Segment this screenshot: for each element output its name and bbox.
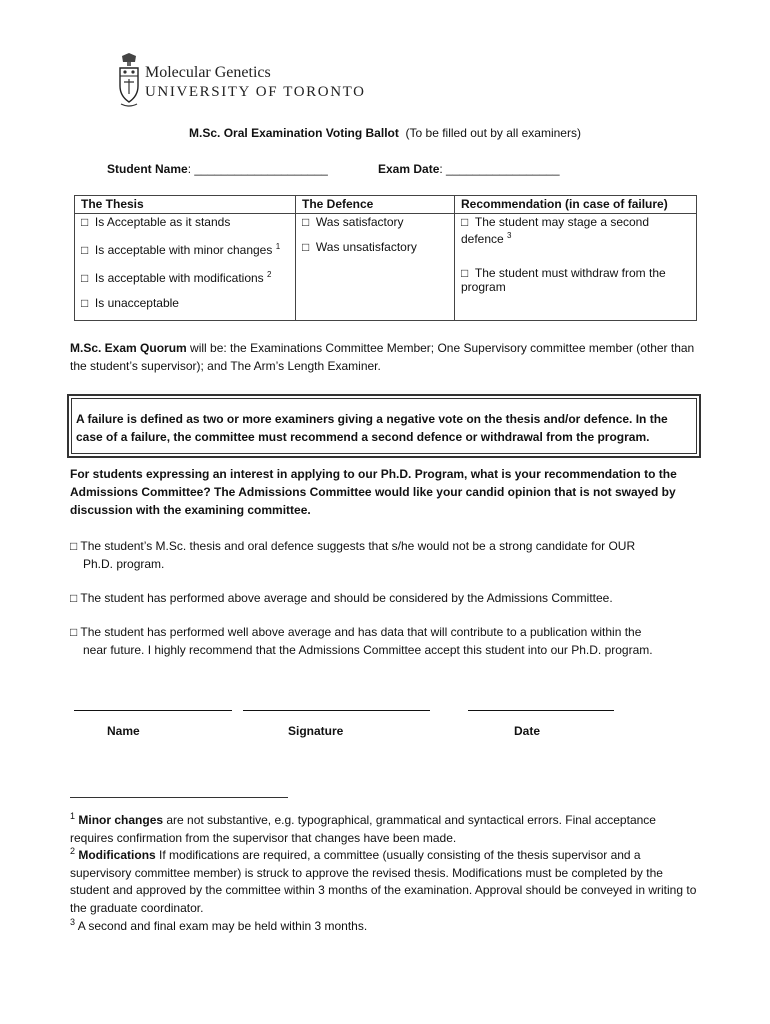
footnote-ref: 1 — [275, 242, 281, 251]
quorum-label: M.Sc. Exam Quorum — [70, 341, 187, 355]
checkbox-icon[interactable]: □ — [81, 296, 89, 310]
footnote-2: $^2$ Modifications If modifications are required, a committee (usually consisting of the thesis supervisor and a supervisory committee member) is struck to approve the revised thesis. Modifications must be completed by the student and approved by the committee within 3 months of the examination. Approval should be conveyed in writing to the graduate coordinator. — [70, 846, 697, 915]
thesis-option[interactable]: □ Is Acceptable as it stands — [81, 215, 231, 229]
footnote-3: $^3$ A second and final exam may be held within 3 months. — [70, 917, 368, 933]
defence-option[interactable]: □ Was satisfactory — [302, 215, 404, 229]
quorum-paragraph — [70, 339, 700, 375]
signature-line[interactable] — [243, 710, 430, 712]
checkbox-icon[interactable]: □ — [70, 539, 78, 553]
ballot-table — [74, 195, 697, 321]
checkbox-icon[interactable]: □ — [461, 215, 469, 229]
checkbox-icon[interactable]: □ — [461, 266, 469, 280]
logo-university: UNIVERSITY OF TORONTO — [145, 84, 366, 100]
defence-options — [296, 214, 455, 321]
recommendation-option[interactable]: □ The student must withdraw from the program — [461, 266, 666, 294]
signature-label: Signature — [288, 724, 344, 738]
thesis-option[interactable]: □ Is unacceptable — [81, 296, 179, 310]
recommendation-option[interactable]: □ The student may stage a second defence $^3$ — [461, 215, 650, 246]
checkbox-icon[interactable]: □ — [302, 240, 310, 254]
exam-date-blank: : _________________ — [439, 162, 560, 176]
failure-definition-box — [67, 394, 701, 458]
footnote-ref: 2 — [267, 270, 272, 279]
checkbox-icon[interactable]: □ — [81, 271, 89, 285]
checkbox-icon[interactable]: □ — [81, 243, 89, 257]
ballot-title: M.Sc. Oral Examination Voting Ballot — [189, 126, 399, 140]
page-title — [0, 126, 770, 140]
recommendation-header: Recommendation (in case of failure) — [455, 196, 697, 214]
phd-option-above-average[interactable]: □ The student has performed above average and should be considered by the Admissions Committee. — [70, 591, 613, 605]
recommendation-options — [455, 214, 697, 321]
exam-date-label: Exam Date — [378, 162, 440, 176]
thesis-header: The Thesis — [75, 196, 296, 214]
student-name-label: Student Name — [107, 162, 188, 176]
logo-department: Molecular Genetics — [145, 64, 271, 81]
thesis-option[interactable]: □ Is acceptable with minor changes $^1$ — [81, 242, 281, 257]
defence-header: The Defence — [296, 196, 455, 214]
thesis-option[interactable]: □ Is acceptable with modifications $^2$ — [81, 270, 272, 285]
checkbox-icon[interactable]: □ — [302, 215, 310, 229]
phd-option-not-strong[interactable]: □ The student’s M.Sc. thesis and oral defence suggests that s/he would not be a strong candidate for OUR Ph.D. program. — [70, 539, 636, 571]
thesis-options — [75, 214, 296, 321]
quorum-text: will be: the Examinations Committee Member; One Supervisory committee member (other than the student’s supervisor); and The Arm’s Length Examiner. — [70, 341, 695, 373]
university-logo — [118, 52, 378, 108]
footnote-divider — [70, 797, 288, 799]
crest-icon — [118, 52, 140, 108]
date-label: Date — [514, 724, 541, 738]
phd-option-well-above-average[interactable]: □ The student has performed well above average and has data that will contribute to a publication within the near future. I highly recommend that the Admissions Committee accept this student into our Ph.D. program. — [70, 625, 653, 657]
checkbox-icon[interactable]: □ — [70, 591, 78, 605]
ballot-title-note: (To be filled out by all examiners) — [405, 126, 581, 140]
name-label: Name — [107, 724, 140, 738]
student-name-field[interactable] — [107, 162, 328, 176]
exam-date-field[interactable] — [378, 162, 560, 176]
footnote-1: $^1$ Minor changes are not substantive, e.g. typographical, grammatical and syntactical errors. Final acceptance requires confirmation from the supervisor that changes have been made. — [70, 811, 656, 845]
footnote-ref: 3 — [507, 231, 512, 240]
failure-definition-text: A failure is defined as two or more examiners giving a negative vote on the thesis and/or defence. In the case of a failure, the committee must recommend a second defence or withdrawal from the program. — [71, 398, 697, 454]
date-line[interactable] — [468, 710, 614, 712]
defence-option[interactable]: □ Was unsatisfactory — [302, 240, 417, 254]
name-line[interactable] — [74, 710, 232, 712]
checkbox-icon[interactable]: □ — [70, 625, 78, 639]
checkbox-icon[interactable]: □ — [81, 215, 89, 229]
phd-question: For students expressing an interest in applying to our Ph.D. Program, what is your recommendation to the Admissions Committee? The Admissions Committee would like your candid opinion that is not swayed by discussion with the examining committee. — [70, 467, 677, 517]
student-name-blank: : ____________________ — [187, 162, 328, 176]
